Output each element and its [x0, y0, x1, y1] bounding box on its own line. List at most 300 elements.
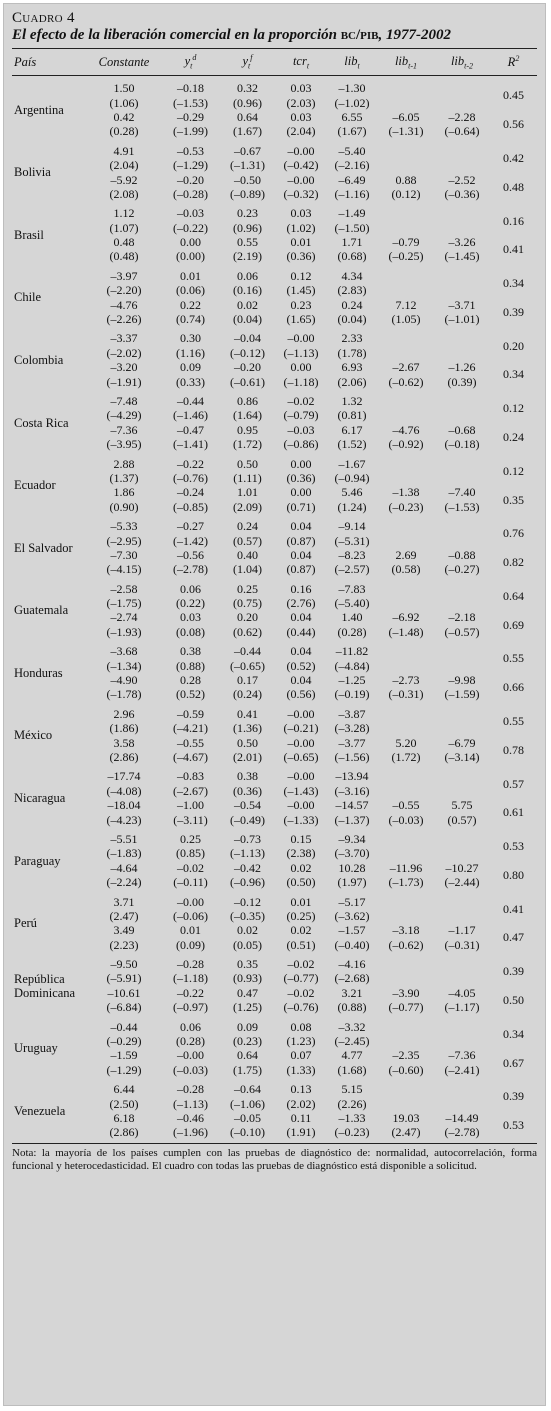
tstat-cell: [434, 158, 490, 172]
country-name: Ecuador: [14, 478, 56, 493]
tstat-cell: (1.04): [233, 562, 262, 577]
r2-cell: 0.34: [503, 276, 524, 291]
coef-cell: 0.16: [290, 581, 312, 596]
coef-cell: 0.30: [180, 331, 201, 346]
tstat-cell: (1.67): [337, 124, 367, 139]
table-row: [12, 909, 537, 923]
coef-cell: –10.61: [107, 985, 141, 1000]
tstat-cell: (2.09): [233, 499, 262, 514]
table-row: [12, 1000, 537, 1014]
r2-cell: 0.41: [503, 242, 524, 257]
tstat-cell: (–0.57): [444, 624, 480, 639]
r2-cell: 0.78: [503, 742, 524, 757]
tstat-cell: (1.02): [286, 220, 316, 235]
r2-cell: 0.16: [503, 213, 524, 228]
coef-cell: –0.55: [177, 735, 204, 750]
coef-cell: [434, 269, 490, 283]
tstat-cell: (–0.11): [173, 875, 208, 890]
tstat-cell: (–3.16): [334, 783, 370, 798]
coef-cell: –0.00: [287, 706, 315, 721]
tstat-cell: (–3.62): [334, 908, 370, 923]
tstat-cell: (–2.67): [173, 783, 208, 798]
tstat-cell: [378, 1034, 434, 1048]
tstat-cell: (1.07): [109, 220, 139, 235]
r2-cell: 0.66: [503, 680, 524, 695]
table-row: [12, 986, 537, 1000]
tstat-cell: (1.68): [337, 1062, 367, 1077]
tstat-cell: (–0.32): [283, 186, 319, 201]
tstat-cell: (–0.28): [173, 186, 208, 201]
r2-cell: 0.41: [503, 901, 524, 916]
tstat-cell: [434, 533, 490, 547]
coef-cell: –0.29: [177, 109, 204, 124]
coef-cell: [378, 331, 434, 345]
table-row: [12, 283, 537, 297]
tstat-cell: (0.00): [176, 249, 205, 264]
coef-cell: –2.67: [392, 360, 420, 375]
tstat-cell: (–1.41): [173, 437, 208, 452]
coef-cell: –3.37: [110, 331, 138, 346]
tstat-cell: (–0.85): [173, 499, 208, 514]
tstat-cell: (2.08): [109, 186, 139, 201]
country-name: Uruguay: [14, 1041, 58, 1056]
table-row: [12, 769, 537, 783]
table-row: [12, 658, 537, 672]
coef-cell: –6.05: [392, 109, 420, 124]
tstat-cell: (–1.83): [106, 846, 142, 861]
r2-cell: 0.69: [503, 617, 524, 632]
table-row: [12, 423, 537, 437]
r2-cell: 0.34: [503, 1026, 524, 1041]
tstat-cell: (–1.93): [106, 624, 142, 639]
tstat-cell: (–0.92): [388, 437, 424, 452]
coef-cell: –0.24: [177, 485, 204, 500]
coef-cell: 0.09: [237, 1019, 258, 1034]
tstat-cell: (1.24): [337, 499, 367, 514]
tstat-cell: (–1.31): [230, 158, 265, 173]
table-row: [12, 312, 537, 326]
table-row: [12, 269, 537, 283]
tstat-cell: (–2.20): [106, 283, 142, 298]
coef-cell: [378, 456, 434, 470]
coef-cell: –0.44: [177, 394, 204, 408]
tstat-cell: (–3.11): [173, 812, 208, 827]
coef-cell: –1.25: [338, 673, 366, 688]
tstat-cell: (–0.12): [230, 345, 265, 360]
tstat-cell: (–0.76): [173, 470, 208, 485]
coef-cell: 2.96: [113, 706, 135, 721]
tstat-cell: (–0.64): [444, 124, 480, 139]
table-row: [12, 673, 537, 687]
coef-cell: 0.47: [237, 985, 258, 1000]
table-row: [12, 360, 537, 374]
tstat-cell: [378, 283, 434, 297]
coef-cell: 0.48: [113, 235, 135, 250]
tstat-cell: [378, 533, 434, 547]
coef-cell: 0.03: [290, 81, 312, 96]
tstat-cell: (–1.01): [444, 312, 480, 327]
tstat-cell: [434, 346, 490, 360]
coef-cell: –2.28: [448, 109, 476, 124]
coef-cell: –4.05: [448, 985, 476, 1000]
r2-cell: 0.64: [503, 588, 524, 603]
table-row: [12, 923, 537, 937]
tstat-cell: (–0.35): [230, 908, 265, 923]
table-row: [12, 187, 537, 201]
tstat-cell: (1.11): [233, 470, 262, 485]
coef-cell: [378, 519, 434, 533]
tstat-cell: (2.19): [233, 249, 262, 264]
tstat-cell: [434, 721, 490, 735]
tstat-cell: (0.05): [233, 937, 262, 952]
coef-cell: [378, 894, 434, 908]
tstat-cell: (–0.23): [334, 1125, 370, 1140]
tstat-cell: (0.04): [233, 312, 262, 327]
coef-cell: [378, 644, 434, 658]
coef-cell: [378, 269, 434, 283]
tstat-cell: (–1.02): [334, 95, 370, 110]
tstat-cell: (–1.46): [173, 408, 208, 423]
coef-cell: –9.14: [338, 519, 366, 534]
coef-cell: –2.52: [448, 172, 476, 187]
table-row: [12, 1111, 537, 1125]
tstat-cell: (–1.29): [173, 158, 208, 173]
coef-cell: –6.49: [338, 172, 366, 187]
coef-cell: 1.01: [237, 485, 258, 500]
tstat-cell: (–0.29): [106, 1034, 142, 1049]
tstat-cell: (2.38): [286, 846, 316, 861]
coef-cell: 0.02: [237, 923, 258, 938]
coef-cell: –4.76: [110, 297, 138, 312]
tstat-cell: (0.62): [233, 624, 262, 639]
tstat-cell: (0.87): [286, 562, 316, 577]
tstat-cell: (0.28): [176, 1034, 205, 1049]
coef-cell: –9.98: [448, 673, 476, 688]
tstat-cell: (0.96): [233, 220, 262, 235]
tstat-cell: (1.23): [286, 1034, 316, 1049]
tstat-cell: (–1.43): [283, 783, 319, 798]
coef-cell: 0.01: [180, 923, 201, 938]
tstat-cell: (–1.29): [106, 1062, 142, 1077]
tstat-cell: (0.24): [233, 687, 262, 702]
tstat-cell: (–0.31): [444, 937, 480, 952]
tstat-cell: (1.97): [337, 875, 367, 890]
table-row: [12, 456, 537, 470]
tstat-cell: (0.88): [337, 1000, 367, 1015]
table-row: [12, 331, 537, 345]
coef-cell: 0.00: [290, 360, 312, 375]
coef-cell: –3.77: [338, 735, 366, 750]
tstat-cell: (0.87): [286, 533, 316, 548]
coef-cell: –0.00: [177, 1048, 204, 1063]
table-row: [12, 95, 537, 109]
coef-cell: –3.87: [338, 706, 366, 721]
tstat-cell: (–5.31): [334, 533, 370, 548]
coef-cell: –1.67: [338, 456, 366, 471]
tstat-cell: (0.16): [233, 283, 262, 298]
tstat-cell: [378, 658, 434, 672]
table-row: [12, 297, 537, 311]
r2-cell: 0.76: [503, 526, 524, 541]
country-name: Brasil: [14, 227, 44, 242]
col-lib-t1: lib$_{t-1}$: [394, 53, 418, 71]
tstat-cell: (–2.26): [106, 312, 142, 327]
coef-cell: –3.71: [448, 297, 476, 312]
coef-cell: –0.55: [392, 798, 420, 813]
coef-cell: 0.02: [290, 860, 312, 875]
coef-cell: –13.94: [335, 769, 369, 784]
coef-cell: 7.12: [395, 297, 417, 312]
country-name: Guatemala: [14, 603, 69, 618]
tstat-cell: (1.72): [233, 437, 262, 452]
table-row: [12, 221, 537, 235]
coef-cell: 0.38: [237, 769, 258, 784]
tstat-cell: (–1.50): [334, 220, 370, 235]
col-constante: Constante: [98, 54, 150, 69]
coef-cell: –0.04: [234, 331, 261, 346]
coef-cell: –0.02: [287, 985, 315, 1000]
tstat-cell: (–3.14): [444, 749, 480, 764]
coef-cell: [434, 769, 490, 783]
tstat-cell: (–1.31): [388, 124, 424, 139]
header-row: [12, 49, 537, 75]
coef-cell: –0.02: [287, 957, 315, 972]
coef-cell: [434, 456, 490, 470]
coef-cell: 0.01: [290, 894, 312, 909]
title-main: El efecto de la liberación comercial en la proporción: [12, 27, 341, 43]
coef-cell: –0.73: [234, 831, 261, 846]
coef-cell: [434, 331, 490, 345]
table-row: [12, 875, 537, 889]
coef-cell: 0.13: [290, 1082, 312, 1097]
r2-cell: 0.61: [503, 805, 524, 820]
tstat-cell: (–4.29): [106, 408, 142, 423]
country-name: Nicaragua: [14, 790, 66, 805]
country-name: Argentina: [14, 102, 64, 117]
tstat-cell: (1.36): [233, 721, 262, 736]
coef-cell: –18.04: [107, 798, 141, 813]
coef-cell: –5.33: [110, 519, 138, 534]
tstat-cell: (–2.57): [334, 562, 370, 577]
coef-cell: –7.36: [448, 1048, 476, 1063]
table-row: [12, 894, 537, 908]
table-row: [12, 235, 537, 249]
tstat-cell: (1.75): [233, 1062, 262, 1077]
coef-cell: –0.12: [234, 894, 261, 909]
table-row: [12, 548, 537, 562]
tstat-cell: (–0.77): [283, 971, 319, 986]
tstat-cell: (–0.62): [388, 374, 424, 389]
tstat-cell: (–1.45): [444, 249, 480, 264]
tstat-cell: (–0.27): [444, 562, 480, 577]
coef-cell: –1.38: [392, 485, 420, 500]
tstat-cell: (2.47): [109, 908, 139, 923]
tstat-cell: (0.08): [176, 624, 205, 639]
table-row: [12, 644, 537, 658]
tstat-cell: (1.52): [337, 437, 367, 452]
coef-cell: [434, 707, 490, 721]
tstat-cell: (–2.16): [334, 158, 370, 173]
tstat-cell: (0.36): [286, 249, 316, 264]
coef-cell: 0.04: [290, 644, 312, 659]
coef-cell: –1.00: [177, 798, 204, 813]
tstat-cell: [434, 1034, 490, 1048]
coef-cell: –3.68: [110, 644, 138, 659]
table-row: [12, 110, 537, 124]
coef-cell: –0.53: [177, 143, 204, 158]
coef-cell: 0.40: [237, 547, 258, 562]
coef-cell: 0.25: [180, 831, 201, 846]
country-name: Bolivia: [14, 165, 51, 180]
coef-cell: –8.23: [338, 547, 366, 562]
tstat-cell: (2.83): [337, 283, 367, 298]
coef-cell: 3.21: [341, 985, 363, 1000]
coef-cell: –1.17: [448, 923, 476, 938]
r2-cell: 0.48: [503, 179, 524, 194]
coef-cell: –0.28: [177, 1082, 204, 1097]
tstat-cell: [378, 971, 434, 985]
tstat-cell: [434, 658, 490, 672]
coef-cell: [378, 394, 434, 408]
coef-cell: [378, 769, 434, 783]
coef-cell: 0.04: [290, 547, 312, 562]
table-row: [12, 610, 537, 624]
coef-cell: [434, 894, 490, 908]
coef-cell: [434, 394, 490, 408]
table-row: [12, 172, 537, 186]
coef-cell: –1.26: [448, 360, 476, 375]
tstat-cell: (–1.48): [388, 624, 424, 639]
coef-cell: 6.93: [341, 360, 363, 375]
table-row: [12, 721, 537, 735]
coef-cell: –0.44: [234, 644, 261, 659]
tstat-cell: [434, 283, 490, 297]
tstat-cell: (–0.42): [283, 158, 319, 173]
table-row: [12, 957, 537, 971]
tstat-cell: (2.03): [286, 95, 316, 110]
coef-cell: –1.57: [338, 923, 366, 938]
coef-cell: 0.02: [290, 923, 312, 938]
tstat-cell: (1.33): [286, 1062, 316, 1077]
tstat-cell: (–1.78): [106, 687, 142, 702]
tstat-cell: (1.06): [109, 95, 139, 110]
tstat-cell: (–1.37): [334, 812, 370, 827]
coef-cell: 2.69: [395, 547, 417, 562]
coef-cell: –0.79: [392, 235, 420, 250]
coef-cell: –2.58: [110, 581, 138, 596]
country-name: Paraguay: [14, 853, 61, 868]
coef-cell: 0.32: [237, 81, 258, 96]
tstat-cell: (0.36): [233, 783, 262, 798]
country-name: República Dominicana: [14, 971, 76, 1000]
tstat-cell: (–0.94): [334, 470, 370, 485]
table-row: [12, 249, 537, 263]
tstat-cell: (2.50): [109, 1096, 139, 1111]
tstat-cell: (–2.78): [444, 1125, 480, 1140]
tstat-cell: (–6.84): [106, 1000, 142, 1015]
table-row: [12, 784, 537, 798]
coef-cell: [434, 1082, 490, 1096]
coef-cell: 0.06: [180, 581, 201, 596]
r2-cell: 0.50: [503, 993, 524, 1008]
coef-cell: –9.34: [338, 831, 366, 846]
country-name: Colombia: [14, 353, 64, 368]
coef-cell: –0.44: [110, 1019, 138, 1034]
coef-cell: –0.20: [234, 360, 261, 375]
tstat-cell: (0.22): [176, 596, 205, 611]
tstat-cell: (–0.36): [444, 186, 480, 201]
table-row: [12, 1082, 537, 1096]
coef-cell: 1.12: [113, 206, 135, 221]
coef-cell: 2.33: [341, 331, 363, 346]
tstat-cell: (0.51): [286, 937, 316, 952]
table-row: [12, 437, 537, 451]
tstat-cell: (–1.53): [173, 95, 208, 110]
coef-cell: 6.18: [113, 1110, 135, 1125]
tstat-cell: (–1.33): [283, 812, 319, 827]
tstat-cell: (2.26): [337, 1096, 367, 1111]
tstat-cell: [378, 408, 434, 422]
tstat-cell: [378, 158, 434, 172]
coef-cell: –2.35: [392, 1048, 420, 1063]
tstat-cell: [434, 784, 490, 798]
tstat-cell: [378, 909, 434, 923]
coef-cell: –4.90: [110, 673, 138, 688]
table-row: [12, 846, 537, 860]
coef-cell: –1.33: [338, 1110, 366, 1125]
table-row: [12, 519, 537, 533]
tstat-cell: [434, 971, 490, 985]
tstat-cell: (0.50): [286, 875, 316, 890]
coef-cell: 0.04: [290, 610, 312, 625]
coef-cell: 0.15: [290, 831, 312, 846]
tstat-cell: [434, 596, 490, 610]
tstat-cell: (0.28): [337, 624, 367, 639]
tstat-cell: (1.64): [233, 408, 262, 423]
col-tcr: tcr$_t$: [292, 53, 310, 71]
coef-cell: [378, 957, 434, 971]
tstat-cell: (–2.24): [106, 875, 142, 890]
tstat-cell: (0.52): [286, 658, 316, 673]
coef-cell: –4.16: [338, 957, 366, 972]
tstat-cell: (0.28): [109, 124, 139, 139]
tstat-cell: (–0.23): [388, 499, 424, 514]
coef-cell: –7.48: [110, 394, 138, 408]
tstat-cell: (–4.67): [173, 749, 208, 764]
coef-cell: –5.51: [110, 831, 138, 846]
coef-cell: –14.57: [335, 798, 369, 813]
coef-cell: 0.95: [237, 422, 258, 437]
coef-cell: –0.20: [177, 172, 204, 187]
coef-cell: 0.50: [237, 456, 258, 471]
coef-cell: –7.36: [110, 422, 138, 437]
table-row: [12, 1096, 537, 1110]
coef-cell: 5.75: [451, 798, 473, 813]
coef-cell: 4.91: [113, 143, 135, 158]
tstat-cell: (1.67): [233, 124, 262, 139]
tstat-cell: (–2.78): [173, 562, 208, 577]
coef-cell: –10.27: [445, 860, 479, 875]
coef-cell: 3.58: [113, 735, 135, 750]
r2-cell: 0.57: [503, 776, 524, 791]
tstat-cell: (–1.34): [106, 658, 142, 673]
tstat-cell: [434, 846, 490, 860]
coef-cell: –0.22: [177, 985, 204, 1000]
tstat-cell: (–3.28): [334, 721, 370, 736]
tstat-cell: (–0.25): [388, 249, 424, 264]
country-name: Chile: [14, 290, 42, 305]
coef-cell: [434, 582, 490, 596]
